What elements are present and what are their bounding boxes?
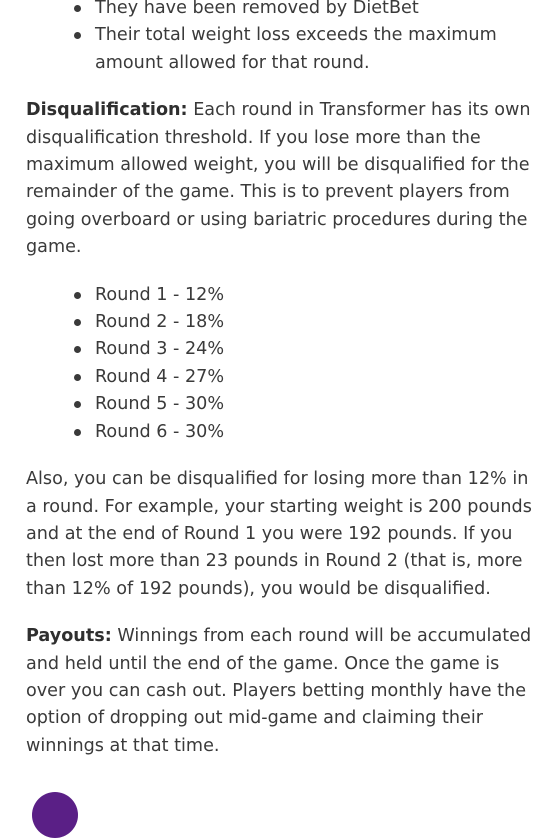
article-content (26, 0, 536, 760)
example-paragraph: Also, you can be disqualified for losing more than 12% in a round. For example, your starting weight is 200 pounds and at the end of Round 1 you were 192 pounds. If you then lost more than 23 pounds in Round 2 (that is, more than 12% of 192 pounds), you would be disqualified. (26, 469, 532, 599)
list-item-round-3: Round 3 - 24% (95, 336, 536, 363)
avatar[interactable] (32, 792, 78, 838)
list-item-round-4: Round 4 - 27% (95, 364, 536, 391)
removal-conditions-list (26, 0, 536, 77)
list-item-round-2: Round 2 - 18% (95, 309, 536, 336)
payouts-text: Winnings from each round will be accumulated and held until the end of the game. Once the game is over you can cash out. Players betting monthly have the option of dropping out mid-game and claiming their winnings at that time. (26, 626, 532, 756)
disqualification-paragraph (26, 97, 536, 261)
disqualification-label: Disqualification: (26, 100, 188, 121)
list-item-round-5: Round 5 - 30% (95, 391, 536, 418)
list-item-round-1: Round 1 - 12% (95, 282, 536, 309)
payouts-paragraph (26, 623, 536, 760)
list-item: They have been removed by DietBet (95, 0, 536, 22)
disqualification-text: Each round in Transformer has its own disqualification threshold. If you lose more than the maximum allowed weight, you will be disqualified for the remainder of the game. This is to prevent players from going overboard or using bariatric procedures during the game. (26, 100, 531, 258)
list-item: Their total weight loss exceeds the maximum amount allowed for that round. (95, 22, 536, 77)
round-thresholds-list (26, 282, 536, 446)
list-item-round-6: Round 6 - 30% (95, 419, 536, 446)
payouts-label: Payouts: (26, 626, 112, 647)
